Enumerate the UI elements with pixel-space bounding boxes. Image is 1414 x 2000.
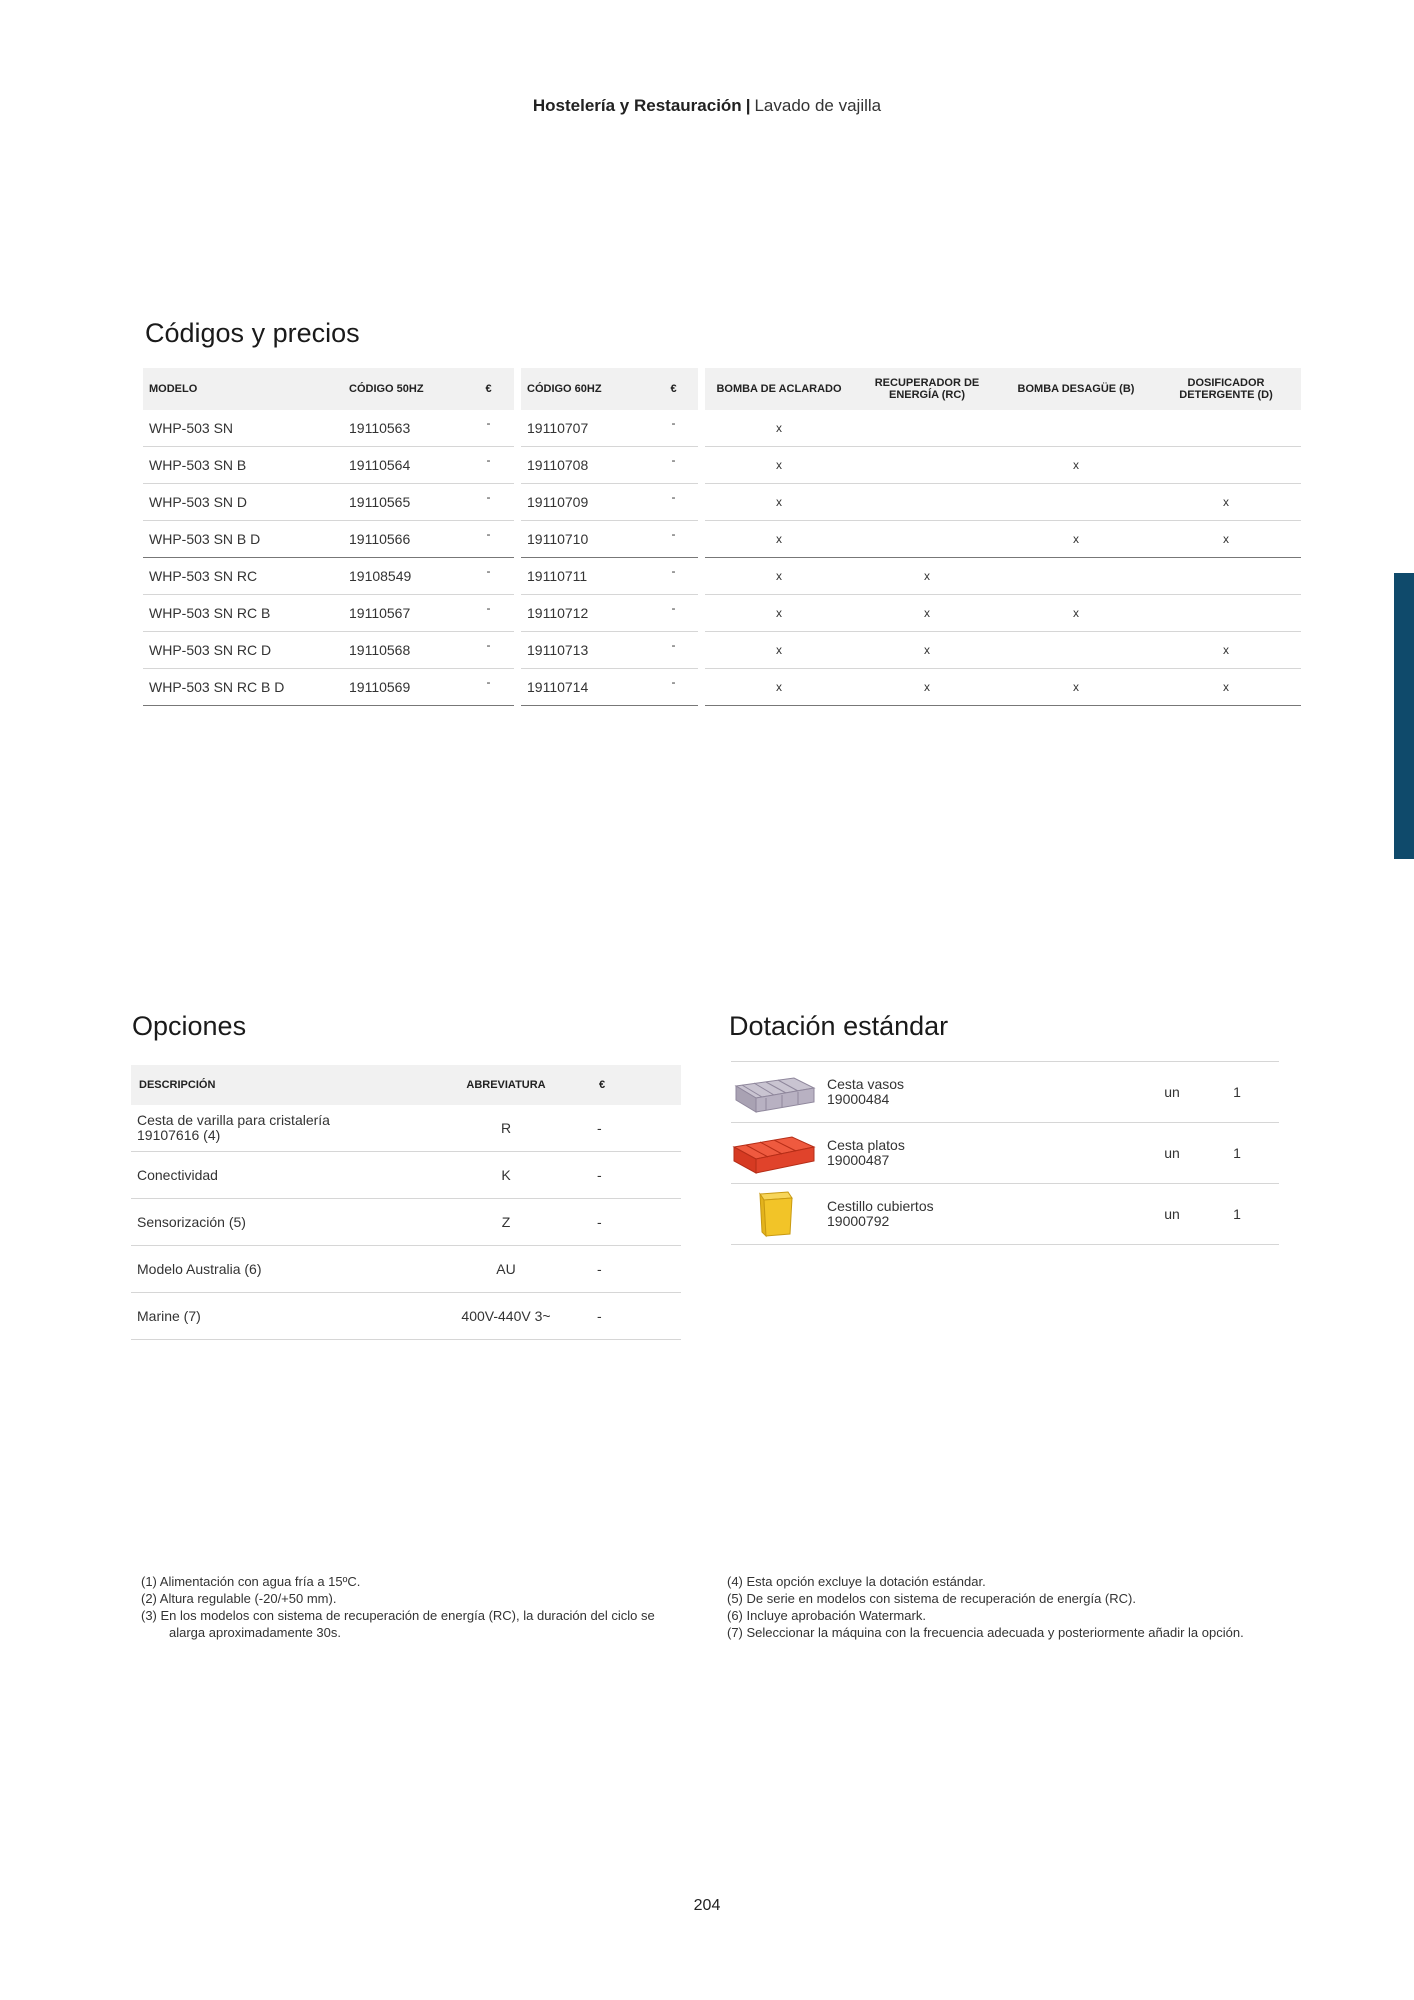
cell-drain (1001, 558, 1151, 595)
col-drain-pump: BOMBA DESAGÜE (B) (1001, 368, 1151, 410)
options-table (131, 1065, 681, 1340)
option-abbreviation: R (421, 1105, 591, 1152)
cell-drain (1001, 484, 1151, 521)
cell-model: WHP-503 SN RC B D (143, 669, 343, 706)
cell-price50: - (463, 447, 514, 484)
cell-price50: - (463, 595, 514, 632)
footnote: (7) Seleccionar la máquina con la frecuencia adecuada y posteriormente añadir la opción. (727, 1625, 1244, 1640)
footnote: (2) Altura regulable (-20/+50 mm). (141, 1591, 337, 1606)
list-item (731, 1123, 1279, 1184)
cell-rc (853, 447, 1001, 484)
glass-basket-icon (731, 1064, 817, 1120)
cell-detergent: x (1151, 521, 1301, 558)
std-item-unit: un (1164, 1206, 1180, 1222)
page-header (0, 96, 1414, 116)
footnote: (3) En los modelos con sistema de recuperación de energía (RC), la duración del ciclo se (141, 1608, 655, 1623)
table-row (131, 1152, 681, 1199)
cell-rc (853, 484, 1001, 521)
cell-detergent (1151, 410, 1301, 447)
col-code50: CÓDIGO 50HZ (343, 368, 463, 410)
cell-code60: 19110708 (521, 447, 649, 484)
cell-price60: - (649, 669, 698, 706)
table-row (143, 632, 1301, 669)
header-category: Hostelería y Restauración (532, 96, 742, 115)
cell-price50: - (463, 558, 514, 595)
cutlery-basket-icon (731, 1186, 817, 1242)
header-subcategory: Lavado de vajilla (754, 96, 882, 115)
std-item-name: Cesta vasos (827, 1076, 905, 1092)
cell-price60: - (649, 410, 698, 447)
std-item-code: 19000484 (827, 1091, 890, 1107)
table-row (131, 1293, 681, 1340)
cell-rinse: x (705, 484, 853, 521)
table-row (143, 558, 1301, 595)
option-description: Marine (7) (131, 1293, 421, 1340)
cell-detergent: x (1151, 632, 1301, 669)
cell-code50: 19110564 (343, 447, 463, 484)
std-item-name: Cestillo cubiertos (827, 1198, 934, 1214)
cell-rinse: x (705, 669, 853, 706)
cell-model: WHP-503 SN RC (143, 558, 343, 595)
cell-detergent: x (1151, 484, 1301, 521)
cell-code50: 19110565 (343, 484, 463, 521)
option-price: - (591, 1293, 681, 1340)
col-model: MODELO (143, 368, 343, 410)
cell-model: WHP-503 SN D (143, 484, 343, 521)
std-item-qty: 1 (1233, 1145, 1241, 1161)
cell-rinse: x (705, 595, 853, 632)
table-row (143, 484, 1301, 521)
section-side-tab (1394, 573, 1414, 859)
cell-code50: 19110563 (343, 410, 463, 447)
standard-title: Dotación estándar (729, 1011, 949, 1041)
cell-detergent (1151, 558, 1301, 595)
cell-price50: - (463, 521, 514, 558)
table-row (143, 669, 1301, 706)
table-row (131, 1105, 681, 1152)
std-item-text (817, 1138, 1137, 1168)
cell-drain (1001, 410, 1151, 447)
cell-code60: 19110710 (521, 521, 649, 558)
option-price: - (591, 1246, 681, 1293)
options-table-header (131, 1065, 681, 1105)
std-item-code: 19000792 (827, 1213, 890, 1229)
cell-price50: - (463, 484, 514, 521)
option-abbreviation: 400V-440V 3~ (421, 1293, 591, 1340)
option-abbreviation: AU (421, 1246, 591, 1293)
option-price: - (591, 1105, 681, 1152)
cell-rc: x (853, 632, 1001, 669)
header-separator: | (745, 96, 751, 115)
option-abbreviation: K (421, 1152, 591, 1199)
footnotes-left (141, 1573, 701, 1641)
cell-code60: 19110712 (521, 595, 649, 632)
cell-price50: - (463, 669, 514, 706)
cell-rinse: x (705, 410, 853, 447)
standard-equipment-list (731, 1061, 1279, 1245)
cell-rc: x (853, 558, 1001, 595)
cell-drain: x (1001, 447, 1151, 484)
page-number: 204 (693, 1897, 721, 1914)
footnote-continuation: alarga aproximadamente 30s. (169, 1625, 341, 1640)
std-item-unit: un (1164, 1145, 1180, 1161)
std-item-text (817, 1199, 1137, 1229)
table-row (143, 595, 1301, 632)
cell-rinse: x (705, 632, 853, 669)
col-price60: € (649, 368, 698, 410)
options-title: Opciones (132, 1011, 247, 1041)
cell-rc: x (853, 669, 1001, 706)
cell-rinse: x (705, 521, 853, 558)
footnote: (5) De serie en modelos con sistema de recuperación de energía (RC). (727, 1591, 1136, 1606)
price-table (143, 368, 1301, 706)
std-item-qty: 1 (1233, 1206, 1241, 1222)
cell-drain: x (1001, 669, 1151, 706)
table-row (131, 1199, 681, 1246)
footnote: (4) Esta opción excluye la dotación estándar. (727, 1574, 986, 1589)
col-detergent: DOSIFICADOR DETERGENTE (D) (1151, 368, 1301, 410)
col-price50: € (463, 368, 514, 410)
cell-code60: 19110713 (521, 632, 649, 669)
std-item-qty: 1 (1233, 1084, 1241, 1100)
footnote: (6) Incluye aprobación Watermark. (727, 1608, 926, 1623)
option-description: Modelo Australia (6) (131, 1246, 421, 1293)
list-item (731, 1061, 1279, 1123)
codes-title: Códigos y precios (145, 318, 360, 348)
table-row (143, 521, 1301, 558)
option-description-line: Cesta de varilla para cristalería (137, 1112, 330, 1128)
footnote: (1) Alimentación con agua fría a 15ºC. (141, 1574, 361, 1589)
cell-code60: 19110714 (521, 669, 649, 706)
cell-model: WHP-503 SN (143, 410, 343, 447)
option-description (131, 1105, 421, 1152)
cell-rc (853, 410, 1001, 447)
cell-model: WHP-503 SN RC D (143, 632, 343, 669)
table-row (143, 410, 1301, 447)
cell-rinse: x (705, 558, 853, 595)
cell-price60: - (649, 558, 698, 595)
std-item-text (817, 1077, 1137, 1107)
cell-rc (853, 521, 1001, 558)
cell-price60: - (649, 632, 698, 669)
cell-code60: 19110709 (521, 484, 649, 521)
col-description: DESCRIPCIÓN (131, 1065, 421, 1105)
cell-price50: - (463, 410, 514, 447)
col-energy-recovery: RECUPERADOR DE ENERGÍA (RC) (853, 368, 1001, 410)
cell-model: WHP-503 SN RC B (143, 595, 343, 632)
cell-code50: 19110569 (343, 669, 463, 706)
plate-basket-icon (731, 1125, 817, 1181)
cell-price60: - (649, 447, 698, 484)
cell-detergent (1151, 447, 1301, 484)
cell-code50: 19110566 (343, 521, 463, 558)
cell-code50: 19110568 (343, 632, 463, 669)
cell-code50: 19108549 (343, 558, 463, 595)
cell-code50: 19110567 (343, 595, 463, 632)
table-row (143, 447, 1301, 484)
cell-price60: - (649, 595, 698, 632)
cell-rc: x (853, 595, 1001, 632)
std-item-name: Cesta platos (827, 1137, 905, 1153)
col-abbreviation: ABREVIATURA (421, 1065, 591, 1105)
footnotes-right (727, 1573, 1307, 1641)
cell-code60: 19110711 (521, 558, 649, 595)
cell-drain: x (1001, 595, 1151, 632)
option-abbreviation: Z (421, 1199, 591, 1246)
col-rinse-pump: BOMBA DE ACLARADO (705, 368, 853, 410)
list-item (731, 1184, 1279, 1245)
cell-detergent (1151, 595, 1301, 632)
cell-price60: - (649, 484, 698, 521)
price-table-header (143, 368, 1301, 410)
option-description: Sensorización (5) (131, 1199, 421, 1246)
cell-drain (1001, 632, 1151, 669)
col-price: € (591, 1065, 681, 1105)
col-code60: CÓDIGO 60HZ (521, 368, 649, 410)
cell-price50: - (463, 632, 514, 669)
cell-code60: 19110707 (521, 410, 649, 447)
std-item-code: 19000487 (827, 1152, 890, 1168)
table-row (131, 1246, 681, 1293)
std-item-unit: un (1164, 1084, 1180, 1100)
cell-rinse: x (705, 447, 853, 484)
cell-price60: - (649, 521, 698, 558)
option-price: - (591, 1152, 681, 1199)
cell-drain: x (1001, 521, 1151, 558)
cell-model: WHP-503 SN B D (143, 521, 343, 558)
option-description-code: 19107616 (4) (137, 1127, 221, 1143)
option-description: Conectividad (131, 1152, 421, 1199)
cell-model: WHP-503 SN B (143, 447, 343, 484)
cell-detergent: x (1151, 669, 1301, 706)
option-price: - (591, 1199, 681, 1246)
